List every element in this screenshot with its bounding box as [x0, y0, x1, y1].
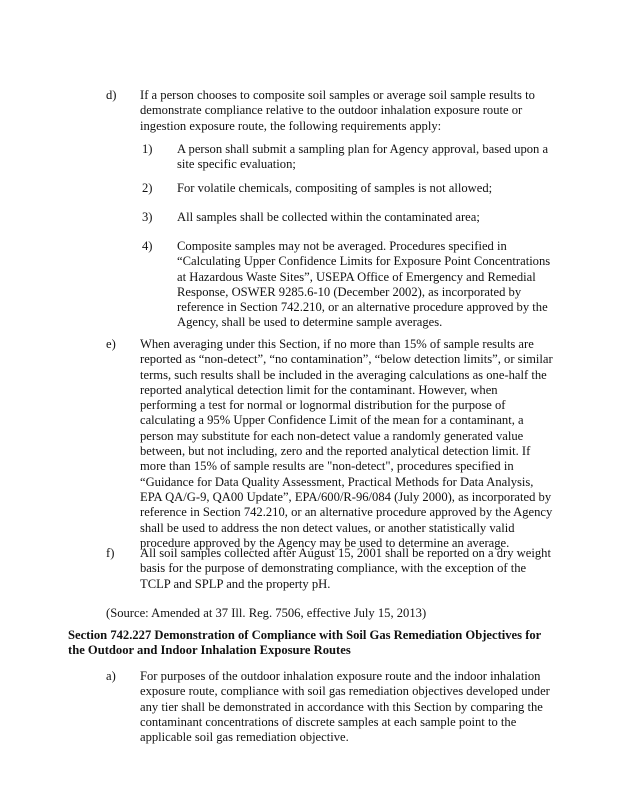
text-line: Composite samples may not be averaged. Procedures specified in	[177, 239, 507, 253]
source-note: (Source: Amended at 37 Ill. Reg. 7506, effective July 15, 2013)	[106, 606, 427, 620]
item-label-e: e)	[106, 337, 116, 351]
item-4-text	[177, 239, 550, 331]
item-f-text	[140, 546, 551, 592]
text-line: procedure approved by the Agency may be used to determine an average.	[140, 535, 510, 550]
text-line: reference in Section 742.210, or an alternative procedure approved by the Agency	[140, 505, 553, 520]
text-line: calculating a 95% Upper Confidence Limit of the mean for a contaminant, a	[140, 413, 524, 428]
text-line: All samples shall be collected within the contaminated area;	[177, 210, 480, 224]
text-line: reference in Section 742.210, or an alternative procedure approved by the	[177, 300, 548, 315]
text-line: basis for the purpose of demonstrating compliance, with the exception of the	[140, 561, 527, 576]
text-line: demonstrate compliance relative to the outdoor inhalation exposure route or	[140, 103, 523, 118]
text-line: For volatile chemicals, compositing of samples is not allowed;	[177, 181, 493, 195]
item-label-1: 1)	[142, 142, 153, 156]
text-line: If a person chooses to composite soil samples or average soil sample results to	[140, 88, 535, 102]
text-line: person may substitute for each non-detect value a randomly generated value	[140, 428, 524, 443]
item-label-d: d)	[106, 88, 117, 102]
item-a-text	[140, 669, 550, 745]
text-line: any tier shall be demonstrated in accordance with this Section by comparing the	[140, 699, 543, 714]
text-line: For purposes of the outdoor inhalation exposure route and the indoor inhalation	[140, 669, 541, 683]
section-heading	[68, 628, 541, 659]
text-line: shall be used to address the non detect values, or another statistically valid	[140, 520, 515, 535]
text-line: reported as “non-detect”, “no contamination”, “below detection limits”, or similar	[140, 352, 553, 367]
item-label-a: a)	[106, 669, 116, 683]
item-e-text	[140, 337, 553, 551]
item-label-3: 3)	[142, 210, 153, 224]
text-line: contaminant concentrations of discrete samples at each sample point to the	[140, 714, 517, 729]
text-line: ingestion exposure route, the following requirements apply:	[140, 118, 442, 133]
text-line: Response, OSWER 9285.6-10 (December 2002), as incorporated by	[177, 284, 522, 299]
text-line: “Calculating Upper Confidence Limits for Exposure Point Concentrations	[177, 254, 551, 269]
text-line: site specific evaluation;	[177, 157, 296, 172]
text-line: Section 742.227 Demonstration of Compliance with Soil Gas Remediation Objectives for	[68, 628, 542, 642]
text-line: the Outdoor and Indoor Inhalation Exposure Routes	[68, 643, 351, 658]
text-line: reported analytical detection limit for the contaminant. However, when	[140, 382, 498, 397]
item-label-2: 2)	[142, 181, 153, 195]
text-line: EPA QA/G-9, QA00 Update”, EPA/600/R-96/084 (July 2000), as incorporated by	[140, 489, 552, 504]
item-1-text	[177, 142, 548, 173]
item-3-text	[177, 210, 480, 225]
item-label-4: 4)	[142, 239, 153, 253]
text-line: terms, such results shall be included in the averaging calculations as one-half the	[140, 367, 547, 382]
text-line: When averaging under this Section, if no more than 15% of sample results are	[140, 337, 534, 351]
text-line: Agency, shall be used to determine sample averages.	[177, 315, 443, 330]
text-line: “Guidance for Data Quality Assessment, Practical Methods for Data Analysis,	[140, 474, 534, 489]
text-line: TCLP and SPLP and the property pH.	[140, 576, 331, 591]
text-line: performing a test for normal or lognormal distribution for the purpose of	[140, 398, 506, 413]
text-line: between, but not including, zero and the reported analytical detection limit. If	[140, 444, 531, 459]
text-line: more than 15% of sample results are "non-detect", procedures specified in	[140, 459, 514, 474]
item-d-text	[140, 88, 535, 134]
item-2-text	[177, 181, 492, 196]
text-line: All soil samples collected after August 15, 2001 shall be reported on a dry weight	[140, 546, 551, 560]
text-line: A person shall submit a sampling plan for Agency approval, based upon a	[177, 142, 549, 156]
text-line: applicable soil gas remediation objective.	[140, 730, 349, 745]
text-line: at Hazardous Waste Sites”, USEPA Office of Emergency and Remedial	[177, 269, 536, 284]
item-label-f: f)	[106, 546, 115, 560]
text-line: exposure route, compliance with soil gas remediation objectives developed under	[140, 684, 550, 699]
